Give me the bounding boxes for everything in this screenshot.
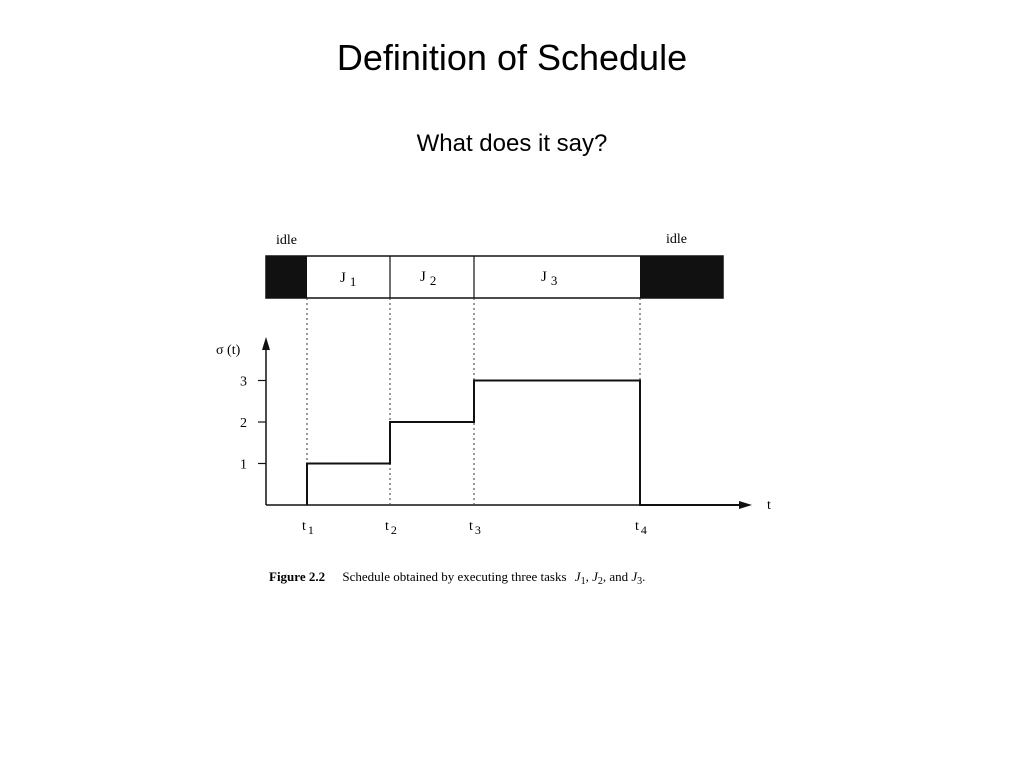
task-label-j2: J 2: [420, 269, 437, 288]
x-tick-label: t 1: [302, 519, 314, 537]
gantt-bar: [266, 256, 723, 298]
slide-title: Definition of Schedule: [336, 37, 688, 78]
x-tick-label: t 2: [385, 519, 397, 537]
y-tick-label: 1: [240, 457, 247, 473]
y-tick-label: 3: [240, 374, 247, 390]
x-axis-label: t: [767, 498, 771, 513]
figure-caption: Figure 2.2 Schedule obtained by executing three tasks $J_1$, $J_2$, and $J_3$.: [269, 569, 646, 587]
y-ticks: [240, 375, 266, 473]
x-ticks: [302, 519, 647, 537]
y-tick-label: 2: [240, 416, 247, 431]
sigma-step-line: [307, 381, 742, 506]
y-axis-arrow-icon: [262, 337, 270, 350]
step-series: [307, 381, 742, 506]
task-label-j3: J 3: [541, 269, 558, 288]
idle-block-right: [640, 256, 723, 298]
idle-block-left: [266, 256, 307, 298]
x-tick-label: t 3: [469, 519, 481, 537]
y-axis-label: σ (t): [216, 343, 241, 358]
idle-label-left: idle: [276, 233, 297, 248]
caption-text: Schedule obtained by executing three tasks: [342, 569, 567, 584]
idle-label-right: idle: [666, 232, 687, 247]
slide-subtitle: What does it say?: [416, 130, 608, 157]
x-tick-label: t 4: [635, 519, 647, 537]
task-label-j1: J 1: [340, 270, 357, 289]
caption-label: Figure 2.2: [269, 569, 326, 584]
